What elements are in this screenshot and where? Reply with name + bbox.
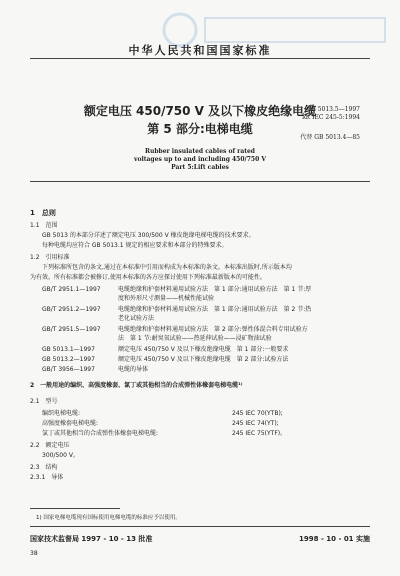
- standard-code: GB 5013.5—1997: [306, 106, 360, 113]
- section-1-2-heading: 1.2 引用标准: [30, 254, 70, 261]
- standard-idt: idt IEC 245-5:1994: [302, 114, 360, 121]
- section-2-1-heading: 2.1 型号: [30, 398, 58, 405]
- type-name: 高强度橡套电梯电缆:: [42, 420, 99, 427]
- english-title-2: voltages up to and including 450/750 V: [134, 156, 266, 163]
- section-2-2-heading: 2.2 额定电压: [30, 442, 70, 449]
- ref-text: 额定电压 450/750 V 及以下橡皮绝缘电缆 第 2 部分:试验方法: [118, 356, 289, 363]
- section-1-2-para-1: 下列标准所包含的条文,通过在本标准中引用而构成为本标准的条文。本标准出版时,所示版本均: [42, 264, 292, 271]
- section-2-heading: 2 一般用途的编织、高强度橡套、氯丁或其他相当的合成弹性体橡套电梯电缆¹⁾: [30, 382, 243, 389]
- ref-text: 电缆绝缘和护套材料通用试验方法 第 1 部分:通用试验方法 第 2 节:热: [118, 306, 312, 313]
- type-code: 245 IEC 74(YT);: [232, 420, 279, 427]
- ref-text: 电缆绝缘和护套材料通用试验方法 第 2 部分:弹性体混合料专用试验方: [118, 326, 308, 333]
- ref-text: 电缆的导体: [118, 366, 149, 373]
- header-rule: [30, 58, 370, 59]
- type-code: 245 IEC 75(YTF)。: [232, 430, 287, 437]
- section-1-1-para-1: GB 5013 的本部分详述了额定电压 300/500 V 橡皮绝缘电梯电缆的技术要求。: [42, 232, 255, 239]
- rated-voltage: 300/500 V。: [42, 452, 79, 459]
- ref-code: GB 5013.1—1997: [42, 346, 95, 353]
- ref-code: GB/T 2951.1—1997: [42, 286, 101, 293]
- type-code: 245 IEC 70(YTB);: [232, 410, 283, 417]
- ref-text: 电缆绝缘和护套材料通用试验方法 第 1 部分:通用试验方法 第 1 节:厚: [118, 286, 312, 293]
- english-title-3: Part 5:Lift cables: [171, 164, 229, 171]
- section-2-3-heading: 2.3 结构: [30, 464, 58, 471]
- title-rule: [30, 181, 370, 182]
- section-1-2-para-2: 为有效。所有标准都会被修订,使用本标准的各方应探讨使用下列标准最新版本的可能性。: [30, 274, 266, 281]
- section-2-3-1-heading: 2.3.1 导体: [30, 474, 64, 481]
- standard-replaces: 代替 GB 5013.4—85: [300, 134, 360, 141]
- page-number: 38: [30, 550, 38, 557]
- type-name: 氯丁或其他相当的合成弹性体橡套电梯电缆:: [42, 430, 159, 437]
- ref-code: GB 5013.2—1997: [42, 356, 95, 363]
- ref-code: GB/T 3956—1997: [42, 366, 95, 373]
- ref-text-cont: 度和外形尺寸测量——机械性能试验: [118, 295, 215, 302]
- ref-text-cont: 法 第 1 节:耐臭氧试验——热延伸试验——浸矿物油试验: [118, 335, 272, 342]
- ref-text-cont: 老化试验方法: [118, 315, 155, 322]
- section-1-1-para-2: 每种电缆均应符合 GB 5013.1 规定的相应要求和本部分的特殊要求。: [42, 242, 228, 249]
- implementation-date: 1998 - 10 - 01 实施: [299, 535, 370, 543]
- section-1-1-heading: 1.1 范围: [30, 222, 58, 229]
- ref-code: GB/T 2951.2—1997: [42, 306, 101, 313]
- type-name: 编织电梯电缆:: [42, 410, 81, 417]
- ref-text: 额定电压 450/750 V 及以下橡皮绝缘电缆 第 1 部分:一般要求: [118, 346, 289, 353]
- ref-code: GB/T 2951.5—1997: [42, 326, 101, 333]
- footnote: 1) 国家电梯电缆现有国标使用电梯电缆的标准应予以使用。: [36, 515, 181, 521]
- english-title-1: Rubber insulated cables of rated: [144, 148, 256, 155]
- approval-date: 国家技术监督局 1997 - 10 - 13 批准: [30, 535, 153, 543]
- title-line-2: 第 5 部分:电梯电缆: [147, 122, 253, 136]
- issuing-body: 中华人民共和国国家标准: [128, 44, 272, 57]
- footnote-rule: [30, 508, 120, 509]
- title-line-1: 额定电压 450/750 V 及以下橡皮绝缘电缆: [83, 104, 317, 118]
- section-1-heading: 1 总则: [30, 209, 56, 217]
- footer-rule: [30, 526, 370, 527]
